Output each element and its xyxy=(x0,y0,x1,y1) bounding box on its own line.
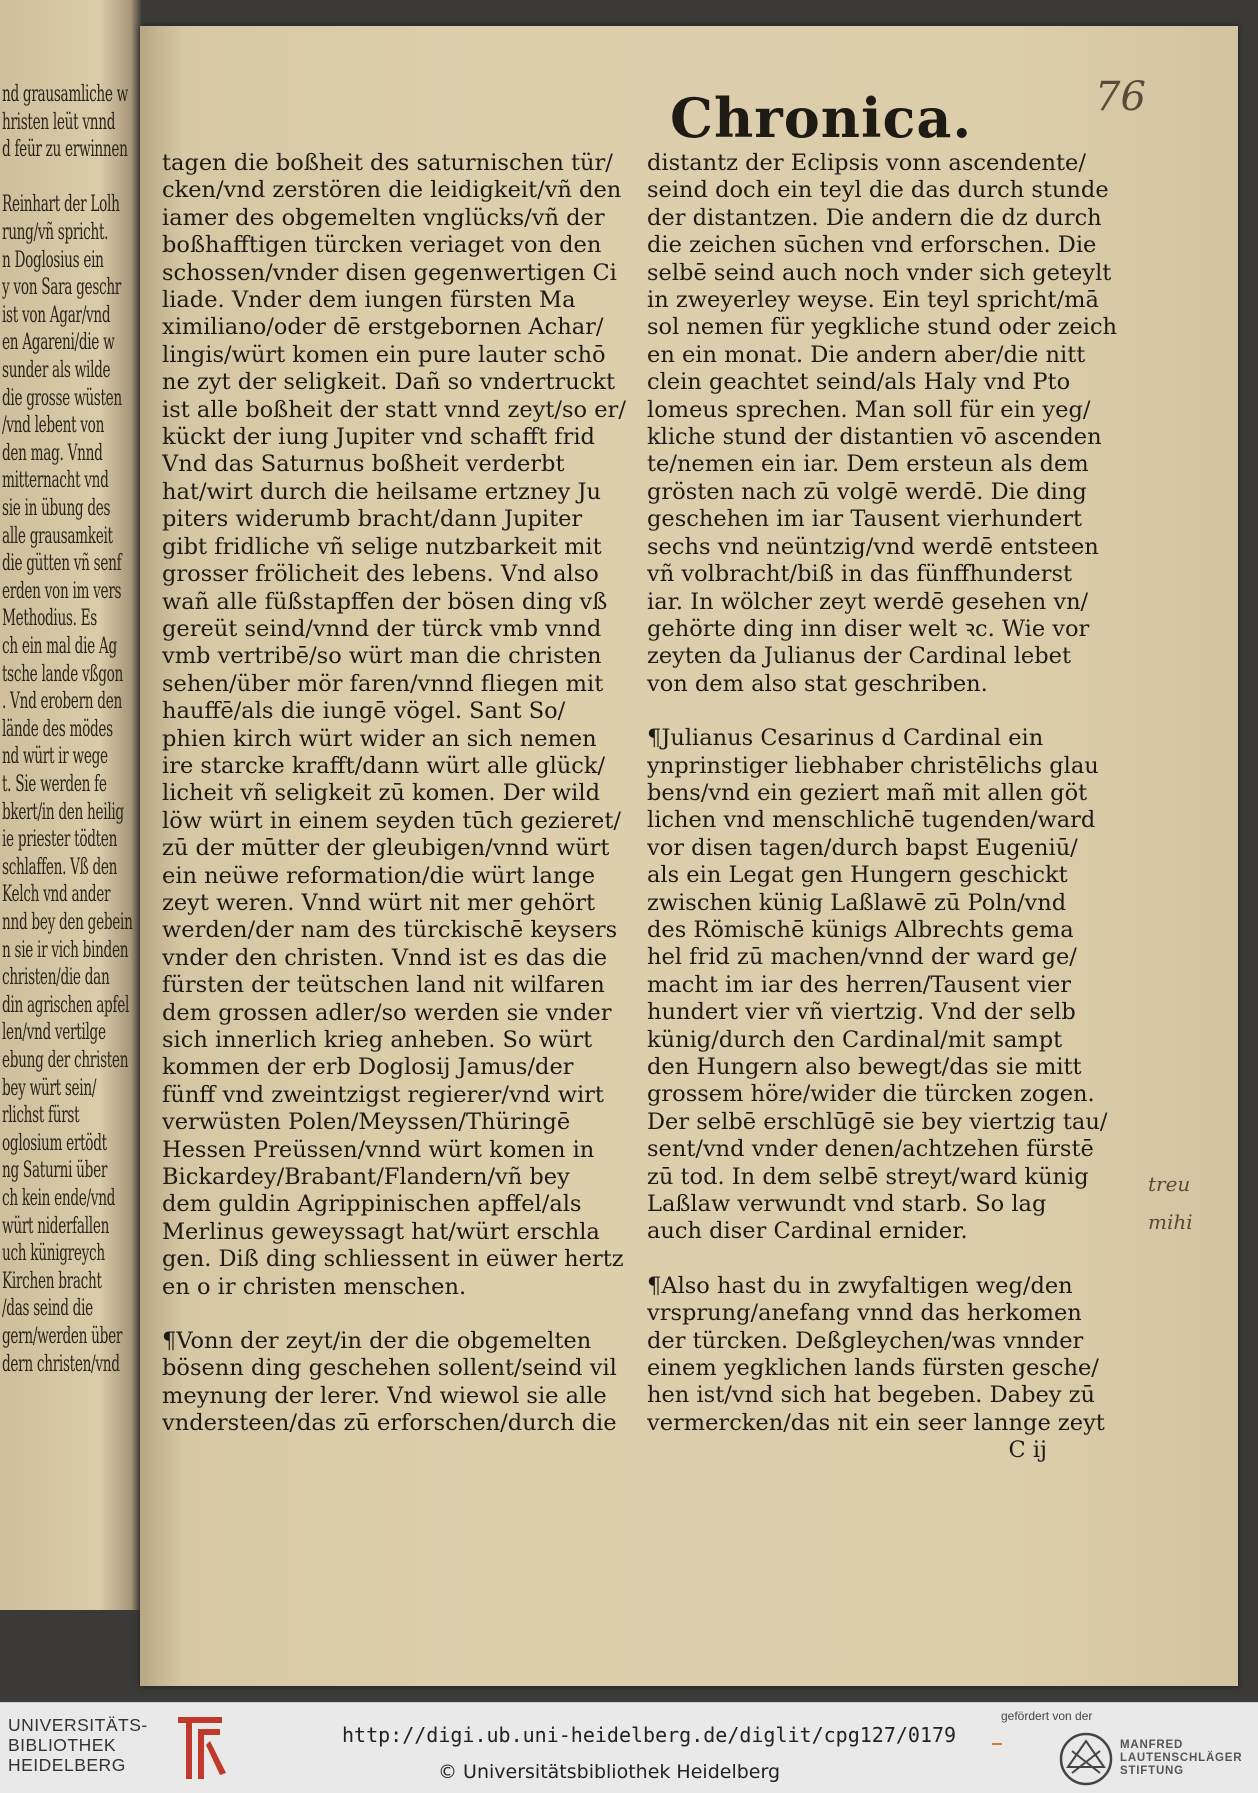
text-line: hat/wirt durch die heilsame ertzney Ju xyxy=(162,478,602,505)
text-line: schossen/vnder disen gegenwertigen Ci xyxy=(162,259,617,286)
previous-page-text-fragment: alle grausamkeit xyxy=(2,523,113,549)
text-line xyxy=(162,1301,632,1328)
text-line: verwüsten Polen/Meyssen/Thüringē xyxy=(162,1109,571,1136)
text-line: gehörte ding inn diser welt ꝛc. Wie vor xyxy=(647,615,1090,642)
library-logo-icon[interactable] xyxy=(170,1713,230,1783)
previous-page-text-fragment: ng Saturni über xyxy=(2,1158,108,1184)
text-line: künig/durch den Cardinal/mit sampt xyxy=(647,1026,1063,1053)
text-line: lingis/würt komen ein pure lauter schō xyxy=(162,341,606,368)
text-line: Der selbē erschlūgē sie bey viertzig tau/ xyxy=(647,1108,1108,1135)
previous-page-text-fragment: schlaffen. Vß den xyxy=(2,854,118,880)
previous-page-text-fragment: ch ein mal die Ag xyxy=(2,634,117,659)
previous-page-text-fragment: lände des mödes xyxy=(2,716,113,742)
text-line: zeyten da Julianus der Cardinal lebet xyxy=(647,643,1071,670)
page-url-link[interactable]: http://digi.ub.uni-heidelberg.de/diglit/cpg127/0179 xyxy=(342,1723,957,1747)
previous-page-text-fragment: Reinhart der Lolh xyxy=(2,192,120,218)
previous-page-text-fragment: nnd bey den gebein xyxy=(2,910,133,935)
text-line: grösten nach zū volgē werdē. Die ding xyxy=(647,478,1087,505)
text-line: die zeichen sūchen vnd erforschen. Die xyxy=(647,232,1097,259)
text-line: meynung der lerer. Vnd wiewol sie alle xyxy=(162,1382,607,1409)
previous-page-text-fragment: nd würt ir wege xyxy=(2,744,108,770)
text-line: vermercken/das nit ein seer lannge zeyt xyxy=(647,1409,1105,1436)
text-line: Hessen Preüssen/vnnd würt komen in xyxy=(162,1136,595,1163)
text-line: gen. Diß ding schliessent in eüwer hertz xyxy=(162,1246,624,1273)
text-line: vndersteen/das zū erforschen/durch die xyxy=(162,1410,617,1437)
text-line: zeyt weren. Vnnd würt nit mer gehört xyxy=(162,889,595,916)
text-line: von dem also stat geschriben. xyxy=(647,670,988,697)
text-line: des Römischē künigs Albrechts gema xyxy=(647,916,1074,943)
text-line: en o ir christen menschen. xyxy=(162,1273,467,1300)
text-line: Merlinus geweyssagt hat/würt erschla xyxy=(162,1218,600,1245)
previous-page-text-fragment: nd grausamliche w xyxy=(2,82,129,107)
previous-page-text-fragment: erden von im vers xyxy=(2,578,122,604)
previous-page-text-fragment: die grosse wüsten xyxy=(2,385,122,411)
text-line: hel frid zū machen/vnnd der ward ge/ xyxy=(647,944,1077,971)
text-line: zū tod. In dem selbē streyt/ward künig xyxy=(647,1163,1089,1190)
text-line: distantz der Eclipsis vonn ascendente/ xyxy=(647,150,1086,176)
sponsor-name-line: STIFTUNG xyxy=(1120,1765,1184,1777)
previous-page-text-fragment: tsche lande vßgon xyxy=(2,661,124,687)
previous-page-text-fragment: würt niderfallen xyxy=(2,1213,110,1239)
text-line: auch diser Cardinal ernider. xyxy=(647,1218,968,1245)
library-name-line: BIBLIOTHEK xyxy=(8,1735,117,1755)
text-line: geschehen im iar Tausent vierhundert xyxy=(647,506,1083,533)
previous-page-text-fragment: ist von Agar/vnd xyxy=(2,302,111,328)
text-line: liade. Vnder dem iungen fürsten Ma xyxy=(162,287,576,314)
text-line: piters widerumb bracht/dann Jupiter xyxy=(162,506,583,533)
text-line: clein geachtet seind/als Haly vnd Pto xyxy=(647,369,1071,396)
previous-page-text-fragment: gern/werden über xyxy=(2,1324,123,1349)
previous-page-text-fragment: sie in übung des xyxy=(2,496,111,521)
text-line: bösenn ding geschehen sollent/seind vil xyxy=(162,1355,617,1382)
folio-number: 76 xyxy=(1095,74,1146,120)
text-line: sich innerlich krieg anheben. So würt xyxy=(162,1027,593,1053)
text-line: vnder den christen. Vnnd ist es das die xyxy=(162,944,608,971)
previous-page-text-fragment: bkert/in den heilig xyxy=(2,799,124,825)
footer-bar xyxy=(0,1702,1258,1793)
text-line: en ein monat. Die andern aber/die nitt xyxy=(647,341,1086,368)
previous-page-text-fragment: /vnd lebent von xyxy=(2,413,105,439)
previous-page-text-fragment: sunder als wilde xyxy=(2,358,111,383)
sponsor-name-line: MANFRED xyxy=(1120,1739,1184,1751)
text-line: den Hungern also bewegt/das sie mitt xyxy=(647,1054,1082,1080)
sponsor-name-line: LAUTENSCHLÄGER xyxy=(1120,1752,1243,1764)
text-line: in zweyerley weyse. Ein teyl spricht/mā xyxy=(647,287,1099,314)
text-line: vrsprung/anefang vnnd das herkomen xyxy=(647,1300,1082,1327)
previous-page-text-fragment: rlichst fürst xyxy=(2,1103,80,1129)
text-line: hauffē/als die iungē vögel. Sant So/ xyxy=(162,698,566,725)
text-line: Bickardey/Brabant/Flandern/vñ bey xyxy=(162,1164,570,1191)
text-line: grossem höre/wider die türcken zogen. xyxy=(647,1081,1095,1108)
previous-page-text-fragment: rung/vñ spricht. xyxy=(2,220,109,245)
text-line: ¶Vonn der zeyt/in der die obgemelten xyxy=(162,1328,592,1355)
text-line: Vnd das Saturnus boßheit verderbt xyxy=(162,451,565,478)
previous-page-edge xyxy=(0,0,142,1610)
text-line: phien kirch würt wider an sich nemen xyxy=(162,725,597,752)
library-name-line: UNIVERSITÄTS- xyxy=(8,1715,148,1735)
text-line: löw würt in einem seyden tūch gezieret/ xyxy=(162,807,621,834)
text-line: ne zyt der seligkeit. Dañ so vndertruckt xyxy=(162,369,616,396)
funded-by-label: gefördert von der xyxy=(1001,1709,1093,1723)
text-column-right xyxy=(647,150,1117,1465)
handwritten-margin-note xyxy=(1148,1165,1193,1241)
text-line: selbē seind auch noch vnder sich geteylt xyxy=(647,259,1112,286)
text-line: sechs vnd neüntzig/vnd werdē entsteen xyxy=(647,533,1099,560)
running-header: Chronica. xyxy=(670,86,973,150)
text-line: grosser frölicheit des lebens. Vnd also xyxy=(162,561,599,588)
text-line: kückt der iung Jupiter vnd schafft frid xyxy=(162,424,595,451)
text-line: hen ist/vnd sich hat begeben. Dabey zū xyxy=(647,1382,1095,1409)
text-line: ¶Julianus Cesarinus d Cardinal ein xyxy=(647,725,1044,752)
previous-page-text-fragment: Kirchen bracht xyxy=(2,1268,102,1294)
copyright-text: © Universitätsbibliothek Heidelberg xyxy=(438,1761,781,1783)
text-line: hundert vier vñ viertzig. Vnd der selb xyxy=(647,999,1076,1026)
text-line: ximiliano/oder dē erstgebornen Achar/ xyxy=(162,314,604,341)
text-line: iar. In wölcher zeyt werdē gesehen vn/ xyxy=(647,588,1089,615)
previous-page-text-fragment: die gütten vñ senf xyxy=(2,551,122,577)
text-line: tagen die boßheit des saturnischen tür/ xyxy=(162,150,613,176)
previous-page-text-fragment: bey würt sein/ xyxy=(2,1075,97,1101)
previous-page-text-fragment: mitternacht vnd xyxy=(2,468,109,494)
text-line: vñ volbracht/biß in das fünffhunderst xyxy=(647,561,1073,588)
previous-page-text-fragment: christen/die dan xyxy=(2,965,110,991)
text-line: werden/der nam des türckischē keysers xyxy=(162,917,618,944)
text-line: boßhafftigen türcken veriaget von den xyxy=(162,232,602,259)
previous-page-text-fragment: len/vnd vertilge xyxy=(2,1020,106,1046)
text-line: dem guldin Agrippinischen apffel/als xyxy=(162,1191,582,1218)
text-line: sol nemen für yegkliche stund oder zeich xyxy=(647,314,1117,341)
previous-page-text-fragment: . Vnd erobern den xyxy=(2,689,122,715)
text-line: iamer des obgemelten vnglücks/vñ der xyxy=(162,204,605,231)
previous-page-text-fragment: t. Sie werden fe xyxy=(2,772,107,797)
text-line: ire starcke krafft/dann würt alle glück/ xyxy=(162,752,606,779)
text-line: lichen vnd menschlichē tugenden/ward xyxy=(647,807,1096,834)
text-line: zū der mūtter der gleubigen/vnnd würt xyxy=(162,835,610,862)
text-line: ist alle boßheit der statt vnnd zeyt/so er/ xyxy=(162,396,626,423)
text-line: sent/vnd vnder denen/achtzehen fürstē xyxy=(647,1136,1094,1163)
text-line: kliche stund der distantien vō ascenden xyxy=(647,424,1102,451)
text-line: wañ alle füßstapffen der bösen ding vß xyxy=(162,588,608,615)
text-line: macht im iar des herren/Tausent vier xyxy=(647,971,1072,998)
library-name[interactable] xyxy=(8,1715,148,1775)
text-line: als ein Legat gen Hungern geschickt xyxy=(647,862,1068,889)
previous-page-text-fragment: ie priester tödten xyxy=(2,827,118,853)
text-line: ynprinstiger liebhaber christēlichs glau xyxy=(647,752,1099,779)
previous-page-text-fragment: d feür zu erwinnen xyxy=(2,137,128,163)
margin-note-word: mihi xyxy=(1148,1210,1193,1234)
text-line: der türcken. Deßgleychen/was vnnder xyxy=(647,1327,1084,1354)
text-line: kommen der erb Doglosij Jamus/der xyxy=(162,1054,574,1081)
text-line: bens/vnd ein geziert mañ mit allen göt xyxy=(647,779,1088,806)
accent-dash xyxy=(992,1743,1002,1745)
text-line: einem yegklichen lands fürsten gesche/ xyxy=(647,1355,1099,1382)
text-line: zwischen künig Laßlawē zū Poln/vnd xyxy=(647,889,1067,916)
previous-page-text-fragment: n Doglosius ein xyxy=(2,247,104,273)
text-line: te/nemen ein iar. Dem ersteun als dem xyxy=(647,451,1089,478)
text-column-left xyxy=(162,150,632,1438)
previous-page-text-fragment: en Agareni/die w xyxy=(2,330,115,356)
sponsor-logo-icon[interactable] xyxy=(1058,1731,1114,1787)
text-line: vmb vertribē/so würt man die christen xyxy=(162,643,602,670)
text-line: vor disen tagen/durch bapst Eugeniū/ xyxy=(647,834,1078,861)
text-line: dem grossen adler/so werden sie vnder xyxy=(162,999,612,1026)
sponsor-name[interactable] xyxy=(1120,1739,1242,1778)
previous-page-text-fragment: din agrischen apfel xyxy=(2,992,130,1018)
previous-page-text-fragment: y von Sara geschr xyxy=(2,275,122,301)
text-line: ¶Also hast du in zwyfaltigen weg/den xyxy=(647,1272,1073,1299)
text-line: fünff vnd zweintzigst regierer/vnd wirt xyxy=(162,1081,604,1108)
margin-note-word: treu xyxy=(1148,1172,1191,1196)
text-line: der distantzen. Die andern die dz durch xyxy=(647,204,1102,231)
text-line: sehen/über mör faren/vnnd fliegen mit xyxy=(162,670,604,697)
text-line: cken/vnd zerstören die leidigkeit/vñ den xyxy=(162,177,622,204)
text-line: gibt fridliche vñ selige nutzbarkeit mit xyxy=(162,533,602,560)
previous-page-text-fragment: den mag. Vnnd xyxy=(2,440,103,466)
previous-page-text-fragment: /das seind die xyxy=(2,1296,93,1322)
text-line: seind doch ein teyl die das durch stunde xyxy=(647,177,1109,204)
text-line: gereüt seind/vnnd der türck vmb vnnd xyxy=(162,615,602,642)
text-line xyxy=(647,698,1117,725)
text-line: fürsten der teütschen land nit wilfaren xyxy=(162,972,605,999)
previous-page-text-fragment: Kelch vnd ander xyxy=(2,882,111,908)
text-line: lomeus sprechen. Man soll für ein yeg/ xyxy=(647,396,1091,423)
previous-page-text-fragment: ch kein ende/vnd xyxy=(2,1186,116,1211)
text-line xyxy=(647,1246,1117,1273)
text-line: ein neüwe reformation/die würt lange xyxy=(162,862,596,889)
text-line: licheit vñ seligkeit zū komen. Der wild xyxy=(162,780,600,807)
previous-page-text-fragment: Methodius. Es xyxy=(2,606,97,632)
previous-page-text-fragment: uch künigreych xyxy=(2,1241,105,1267)
previous-page-text-fragment: ebung der christen xyxy=(2,1048,129,1073)
previous-page-text-fragment: oglosium ertödt xyxy=(2,1130,107,1156)
signature-mark: C ij xyxy=(1008,1437,1047,1464)
previous-page-text-fragment: dern christen/vnd xyxy=(2,1351,120,1377)
previous-page-text-fragment: n sie ir vich binden xyxy=(2,937,129,963)
text-line: Laßlaw verwundt vnd starb. So lag xyxy=(647,1191,1047,1218)
previous-page-text-fragment: hristen leüt vnnd xyxy=(2,109,116,135)
library-name-line: HEIDELBERG xyxy=(8,1755,126,1775)
